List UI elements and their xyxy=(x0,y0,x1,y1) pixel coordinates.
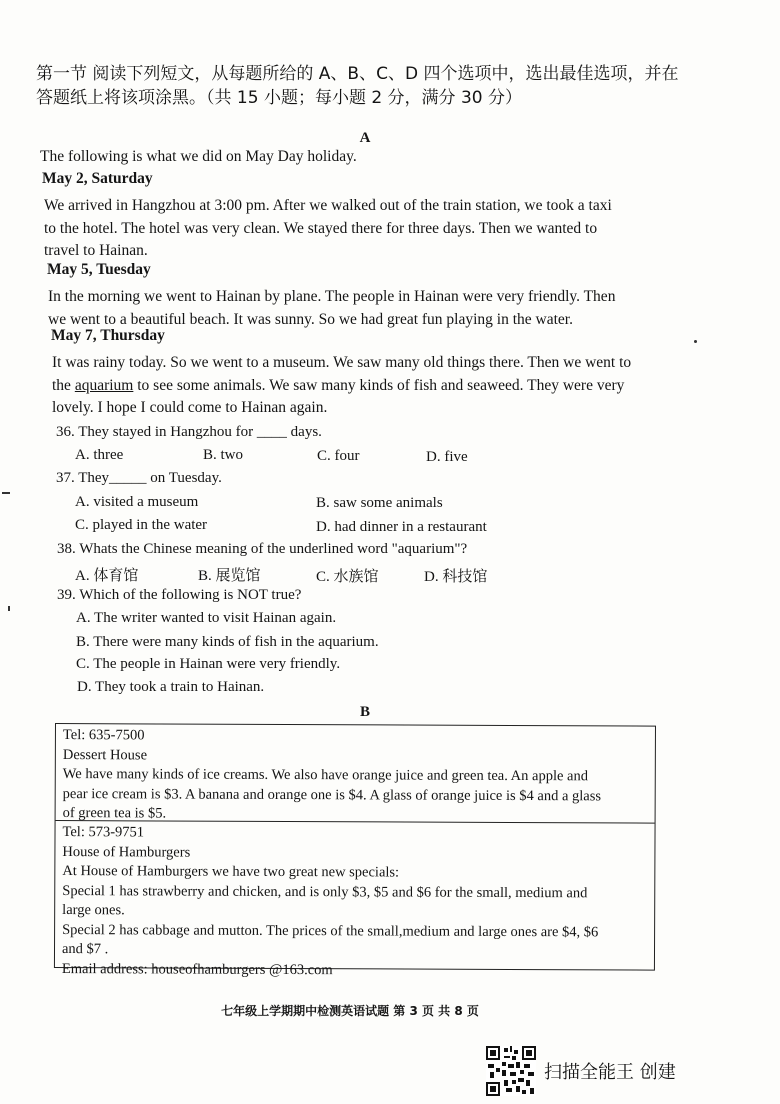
question-39: 39. Which of the following is NOT true? xyxy=(57,587,302,603)
q37-option-c: C. played in the water xyxy=(75,517,208,533)
shops-info-table xyxy=(54,723,656,978)
instructions-line-2: 答题纸上将该项涂黑。（共 15 小题；每小题 2 分，满分 30 分） xyxy=(36,88,523,108)
qr-code-icon xyxy=(486,1046,536,1096)
hamburgers-email: Email address: houseofhamburgers @163.com xyxy=(61,960,333,978)
q37-option-d: D. had dinner in a restaurant xyxy=(316,519,487,535)
day2-heading: May 5, Tuesday xyxy=(47,261,151,278)
section-instructions xyxy=(36,62,679,110)
q36-option-d: D. five xyxy=(426,449,468,465)
q36-option-c: C. four xyxy=(317,448,360,464)
passage-b-label: B xyxy=(359,704,370,720)
day3-line-2: the aquarium to see some animals. We saw many kinds of fish and seaweed. They were very xyxy=(52,376,625,394)
day3-paragraph: It was rainy today. So we went to a museum. We saw many old things there. Then we went to the aquarium to see some animals. We saw many kinds of fish and seaweed. They were very lovely. I hope I could come to Hainan again. xyxy=(52,354,632,416)
passage-a-label: A xyxy=(359,130,371,146)
q38-option-a: A. 体育馆 xyxy=(75,568,139,584)
q37-option-a: A. visited a museum xyxy=(75,494,199,510)
q39-option-a: A. The writer wanted to visit Hainan again. xyxy=(76,610,337,626)
dessert-house-cell: Tel: 635-7500 Dessert House We have many kinds of ice creams. We also have orange juice and green tea. An apple and pear ice cream is $3. A banana and orange one is $4. A glass of orange juice is $4 and a glass of green tea is $5. xyxy=(56,724,655,824)
question-38: 38. Whats the Chinese meaning of the underlined word "aquarium"? xyxy=(57,541,468,557)
underlined-word-aquarium: aquarium xyxy=(74,376,134,394)
day3-heading: May 7, Thursday xyxy=(51,327,165,344)
dessert-house-name: Dessert House xyxy=(62,746,148,763)
q38-option-d: D. 科技馆 xyxy=(424,569,488,585)
question-36: 36. They stayed in Hangzhou for ____ days. xyxy=(56,424,322,440)
q38-option-c: C. 水族馆 xyxy=(316,569,379,585)
margin-mark xyxy=(8,606,10,611)
stray-dot xyxy=(694,340,697,343)
q39-option-b: B. There were many kinds of fish in the aquarium. xyxy=(76,634,379,650)
page-footer: 七年级上学期期中检测英语试题 第 3 页 共 8 页 xyxy=(221,1004,479,1018)
day1-paragraph: We arrived in Hangzhou at 3:00 pm. After we walked out of the train station, we took a taxi to the hotel. The hotel was very clean. We stayed there for three days. Then we wanted to travel to Hainan. xyxy=(44,197,612,259)
day2-paragraph: In the morning we went to Hainan by plane. The people in Hainan were very friendly. Then we went to a beautiful beach. It was sunny. So we had great fun playing in the water. xyxy=(48,288,616,328)
question-37: 37. They_____ on Tuesday. xyxy=(56,470,222,486)
hamburgers-name: House of Hamburgers xyxy=(62,843,191,861)
margin-mark xyxy=(2,492,10,494)
hamburgers-tel: Tel: 573-9751 xyxy=(62,824,145,841)
house-of-hamburgers-cell: Tel: 573-9751 House of Hamburgers At House of Hamburgers we have two great new specials: Special 1 has strawberry and chicken, and is only $3, $5 and $6 for the small, medium and large ones. Special 2 has cabbage and mutton. The prices of the small,medium and large ones are $4, $6 and $7 . Email address: houseofhamburgers @163.com xyxy=(55,821,655,970)
passage-a-intro: The following is what we did on May Day holiday. xyxy=(40,148,357,165)
instructions-line-1: 第一节 阅读下列短文，从每题所给的 A、B、C、D 四个选项中，选出最佳选项，并在 xyxy=(36,64,679,84)
scanner-watermark: 扫描全能王 创建 xyxy=(544,1062,676,1083)
q36-option-a: A. three xyxy=(75,447,124,463)
q36-option-b: B. two xyxy=(203,447,244,463)
day1-heading: May 2, Saturday xyxy=(42,170,153,187)
q39-option-d: D. They took a train to Hainan. xyxy=(77,679,265,695)
q37-option-b: B. saw some animals xyxy=(316,495,443,511)
dessert-house-tel: Tel: 635-7500 xyxy=(62,727,145,744)
q39-option-c: C. The people in Hainan were very friendly. xyxy=(76,656,341,672)
q38-option-b: B. 展览馆 xyxy=(198,568,261,584)
